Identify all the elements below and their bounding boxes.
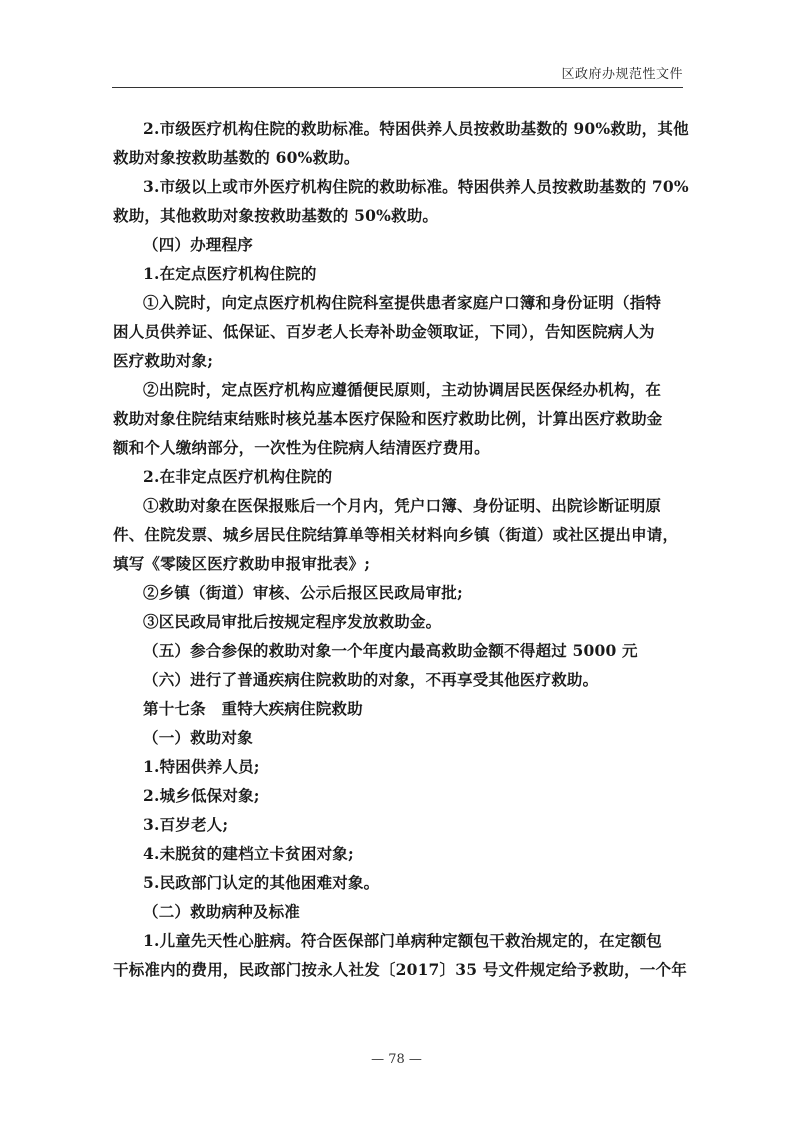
section-heading: （二）救助病种及标准 xyxy=(143,902,301,921)
list-item: 2.城乡低保对象; xyxy=(143,786,260,805)
paragraph-line: 1.儿童先天性心脏病。符合医保部门单病种定额包干救治规定的，在定额包 xyxy=(143,931,662,950)
paragraph-line: 医疗救助对象; xyxy=(113,351,214,370)
section-heading: （一）救助对象 xyxy=(143,728,253,747)
paragraph-line: ②出院时，定点医疗机构应遵循便民原则，主动协调居民医保经办机构，在 xyxy=(143,380,662,399)
paragraph-line: 救助，其他救助对象按救助基数的 50%救助。 xyxy=(113,206,439,225)
paragraph-line: 额和个人缴纳部分，一次性为住院病人结清医疗费用。 xyxy=(113,438,490,457)
paragraph-line: 救助对象按救助基数的 60%救助。 xyxy=(113,148,360,167)
subsection-heading: 2.在非定点医疗机构住院的 xyxy=(143,467,333,486)
paragraph-line: ②乡镇（街道）审核、公示后报区民政局审批; xyxy=(143,583,463,602)
list-item: 3.百岁老人; xyxy=(143,815,229,834)
paragraph-line: 干标准内的费用，民政部门按永人社发〔2017〕35 号文件规定给予救助，一个年 xyxy=(113,960,687,979)
paragraph-line: ③区民政局审批后按规定程序发放救助金。 xyxy=(143,612,442,631)
section-heading: （六）进行了普通疾病住院救助的对象，不再享受其他医疗救助。 xyxy=(143,670,599,689)
paragraph-line: 3.市级以上或市外医疗机构住院的救助标准。特困供养人员按救助基数的 70% xyxy=(143,177,689,196)
subsection-heading: 1.在定点医疗机构住院的 xyxy=(143,264,317,283)
section-heading: （四）办理程序 xyxy=(143,235,253,254)
paragraph-line: 困人员供养证、低保证、百岁老人长寿补助金领取证，下同），告知医院病人为 xyxy=(113,322,655,341)
running-header xyxy=(112,66,683,88)
list-item: 4.未脱贫的建档立卡贫困对象; xyxy=(143,844,354,863)
page-number: — 78 — xyxy=(371,1052,422,1067)
header-divider xyxy=(112,87,683,88)
paragraph-line: 填写《零陵区医疗救助申报审批表》; xyxy=(113,554,371,573)
list-item: 5.民政部门认定的其他困难对象。 xyxy=(143,873,380,892)
paragraph-line: ①入院时，向定点医疗机构住院科室提供患者家庭户口簿和身份证明（指特 xyxy=(143,293,662,312)
paragraph-line: ①救助对象在医保报账后一个月内，凭户口簿、身份证明、出院诊断证明原 xyxy=(143,496,662,515)
list-item: 1.特困供养人员; xyxy=(143,757,260,776)
article-heading: 第十七条 重特大疾病住院救助 xyxy=(143,699,363,718)
paragraph-line: 救助对象住院结束结账时核兑基本医疗保险和医疗救助比例，计算出医疗救助金 xyxy=(113,409,663,428)
paragraph-line: 件、住院发票、城乡居民住院结算单等相关材料向乡镇（街道）或社区提出申请， xyxy=(113,525,679,544)
header-title: 区政府办规范性文件 xyxy=(561,67,683,82)
paragraph-line: 2.市级医疗机构住院的救助标准。特困供养人员按救助基数的 90%救助，其他 xyxy=(143,119,689,138)
section-heading: （五）参合参保的救助对象一个年度内最高救助金额不得超过 5000 元 xyxy=(143,641,638,660)
